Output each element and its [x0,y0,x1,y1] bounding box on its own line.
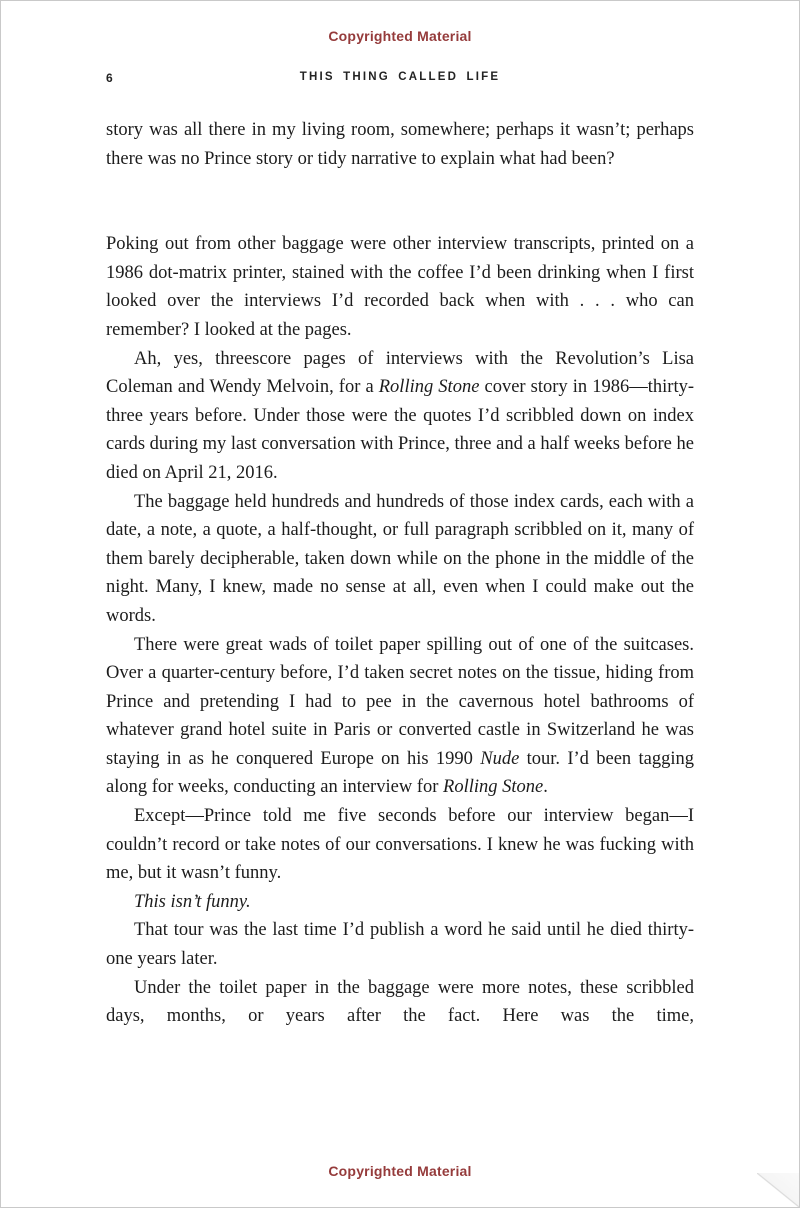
page-curl [757,1173,799,1207]
body-paragraph [106,631,694,803]
body-paragraph [106,974,694,1031]
body-paragraph [106,230,694,344]
text-segment: story was all there in my living room, somewhere; perhaps it wasn’t; perhaps there was no Prince story or tidy narrative to explain what had been? [106,120,694,169]
page-header [1,71,799,86]
italic-text-segment: This isn’t funny. [134,891,251,912]
body-paragraph [106,916,694,973]
text-segment: cover story in 1986—thirty-three years before. Under those were the quotes I’d scribbled down on index cards during my last conversation with Prince, three and a half weeks before he died on April 21, 2016. [106,377,694,483]
text-segment: That tour was the last time I’d publish a word he said until he died thirty-one years later. [106,920,694,970]
text-segment: Except—Prince told me five seconds before our interview began—I couldn’t record or take notes of our conversations. I knew he was fucking with me, but it wasn’t funny. [106,806,694,884]
copyright-notice-top: Copyrighted Material [328,28,472,44]
body-paragraph [106,345,694,488]
text-segment: tour. I’d been tagging along for weeks, conducting an interview for [106,748,695,798]
italic-text-segment: Rolling Stone [443,777,544,798]
text-segment: Under the toilet paper in the baggage were more notes, these scribbled days, months, or years after the fact. Here was the time, [106,977,694,1027]
italic-text-segment: Nude [480,748,520,769]
body-paragraph [106,802,694,888]
text-segment: Ah, yes, threescore pages of interviews with the Revolution’s Lisa Coleman and Wendy Melvoin, for a [106,348,694,398]
copyright-notice-bottom: Copyrighted Material [328,1163,472,1179]
body-paragraph [106,116,694,173]
body-paragraph [106,488,694,631]
text-segment: There were great wads of toilet paper spilling out of one of the suitcases. Over a quarter-century before, I’d taken secret notes on the tissue, hiding from Prince and pretending I had to pee in the cavernous hotel bathrooms of whatever grand hotel suite in Paris or converted castle in Switzerland he was staying in as he conquered Europe on his 1990 [106,634,694,769]
page-number: 6 [106,71,114,85]
running-header: THIS THING CALLED LIFE [299,71,501,83]
body-text [106,116,694,1031]
text-segment: . [543,777,548,798]
body-paragraph [106,888,694,917]
text-segment: The baggage held hundreds and hundreds of those index cards, each with a date, a note, a quote, a half-thought, or full paragraph scribbled on it, many of them barely decipherable, taken down while on the phone in the middle of the night. Many, I knew, made no sense at all, even when I could make out the words. [106,491,694,626]
italic-text-segment: Rolling Stone [378,377,480,398]
text-segment: Poking out from other baggage were other interview transcripts, printed on a 1986 dot-matrix printer, stained with the coffee I’d been drinking when I first looked over the interviews I’d recorded back when with . . . who can remember? I looked at the pages. [106,234,694,340]
